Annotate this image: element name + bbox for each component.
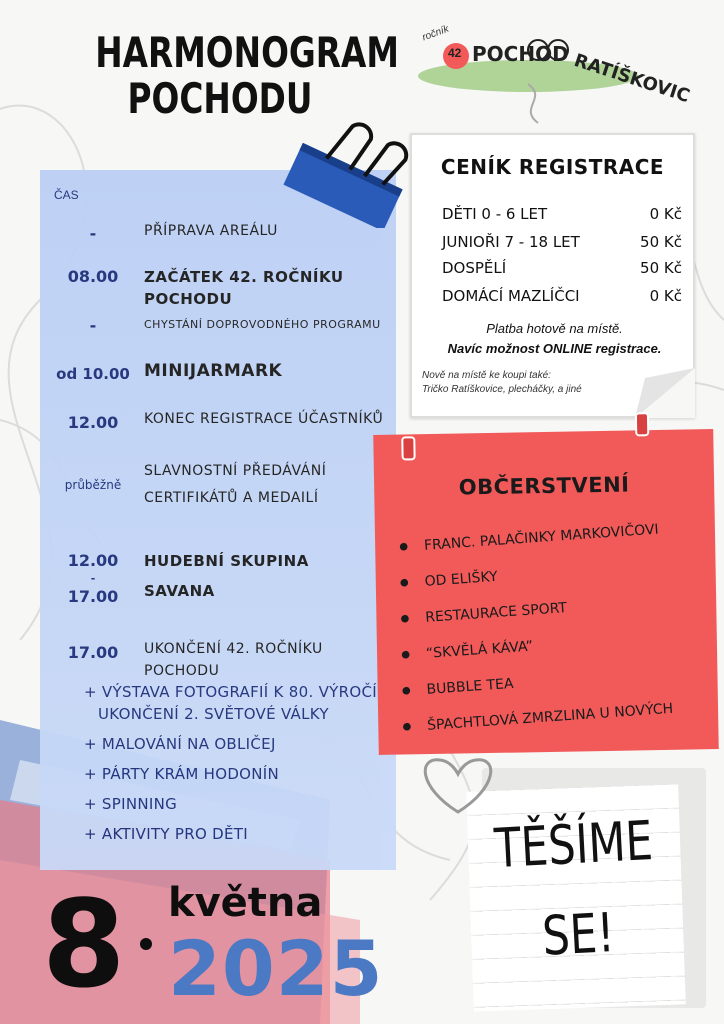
logo-pochod: POCHOD — [472, 42, 569, 66]
price-note-payment: Platba hotově na místě. — [486, 321, 623, 336]
date-year: 2025 — [168, 924, 384, 1013]
price-label: DĚTI 0 - 6 LET — [442, 205, 548, 223]
tesime-line-2: SE! — [540, 901, 616, 968]
extras-list — [84, 677, 384, 849]
schedule-time: 12.00 — [67, 413, 119, 432]
schedule-label-line: SAVANA — [144, 582, 215, 600]
food-list — [399, 521, 713, 742]
price-value: 0 Kč — [649, 287, 682, 305]
food-item: ● “SKVĚLÁ KÁVA” — [400, 621, 711, 669]
extras-item: + AKTIVITY PRO DĚTI — [84, 825, 248, 843]
price-label: DOMÁCÍ MAZLÍČCI — [442, 287, 580, 305]
schedule-label: KONEC REGISTRACE ÚČASTNÍKŮ — [144, 411, 384, 427]
price-label: DOSPĚLÍ — [442, 259, 507, 277]
schedule-label: ZAČÁTEK 42. ROČNÍKU POCHODU — [144, 268, 344, 308]
price-row — [442, 205, 682, 223]
food-item: ● OD ELIŠKY — [399, 549, 710, 597]
schedule-label: MINIJARMARK — [144, 361, 283, 381]
tesime-line-1: TĚŠÍME — [492, 808, 655, 881]
food-title: OBČERSTVENÍ — [458, 472, 630, 500]
page-title — [95, 28, 399, 123]
schedule-time: průběžně — [64, 478, 122, 492]
event-logo — [418, 23, 708, 138]
schedule-label — [144, 458, 394, 512]
schedule-time: - — [89, 316, 97, 335]
page-fold-decoration — [635, 368, 695, 418]
schedule-time — [54, 548, 132, 610]
price-small-note: Nově na místě ke koupi také: — [422, 370, 551, 381]
price-note-online: Navíc možnost ONLINE registrace. — [447, 341, 662, 356]
price-row — [442, 259, 682, 277]
schedule-label: CHYSTÁNÍ DOPROVODNÉHO PROGRAMU — [144, 318, 381, 331]
food-item: ● RESTAURACE SPORT — [400, 585, 711, 633]
extras-item: UKONČENÍ 2. SVĚTOVÉ VÁLKY — [98, 705, 329, 723]
logo-number: 42 — [448, 46, 462, 60]
pin-icon — [635, 412, 649, 436]
title-line-1: HARMONOGRAM — [95, 28, 399, 77]
price-card — [410, 133, 695, 418]
schedule-time: 08.00 — [67, 267, 119, 286]
title-line-2: POCHODU — [127, 74, 313, 123]
price-label: JUNIOŘI 7 - 18 LET — [442, 233, 580, 251]
price-row — [442, 233, 682, 251]
extras-item: + MALOVÁNÍ NA OBLIČEJ — [84, 735, 276, 753]
schedule-time: od 10.00 — [56, 365, 130, 383]
schedule-time: - — [89, 224, 97, 243]
logo-small-text: ročník — [420, 23, 451, 44]
food-item: ● FRANC. PALAČINKY MARKOVIČOVI — [399, 513, 710, 561]
schedule-label-line: HUDEBNÍ SKUPINA — [144, 552, 309, 570]
tesime-text — [487, 796, 666, 985]
binder-clip-icon — [280, 118, 410, 228]
date-day: 8 — [42, 876, 126, 1015]
schedule-card — [40, 170, 396, 870]
price-small-note: Tričko Ratíškovice, plecháčky, a jiné — [422, 384, 582, 395]
food-card — [373, 429, 719, 755]
price-row — [442, 287, 682, 305]
price-title: CENÍK REGISTRACE — [440, 155, 665, 179]
schedule-label: UKONČENÍ 42. ROČNÍKU POCHODU — [144, 641, 323, 679]
schedule-header: ČAS — [54, 188, 79, 202]
schedule-label — [144, 546, 394, 606]
price-value: 50 Kč — [640, 233, 682, 251]
extras-item: + SPINNING — [84, 795, 178, 813]
extras-item: + PÁRTY KRÁM HODONÍN — [84, 765, 280, 783]
schedule-time-start: 12.00 — [67, 551, 119, 570]
food-item: ● ŠPACHTLOVÁ ZMRZLINA U NOVÝCH — [402, 693, 713, 741]
schedule-time: 17.00 — [67, 643, 119, 662]
schedule-label: PŘÍPRAVA AREÁLU — [144, 223, 278, 239]
price-value: 50 Kč — [640, 259, 682, 277]
pin-icon — [401, 436, 415, 460]
schedule-label-line: CERTIFIKÁTŮ A MEDAILÍ — [144, 490, 319, 506]
date-dot — [140, 938, 152, 950]
price-value: 0 Kč — [649, 205, 682, 223]
food-item: ● BUBBLE TEA — [401, 657, 712, 705]
logo-place: RATÍŠKOVIC — [571, 50, 693, 108]
date-month: května — [168, 880, 323, 926]
extras-item: + VÝSTAVA FOTOGRAFIÍ K 80. VÝROČÍ — [84, 683, 377, 701]
schedule-label-line: SLAVNOSTNÍ PŘEDÁVÁNÍ — [144, 463, 327, 479]
schedule-time-sep: - — [90, 572, 96, 585]
schedule-time-end: 17.00 — [67, 587, 119, 606]
